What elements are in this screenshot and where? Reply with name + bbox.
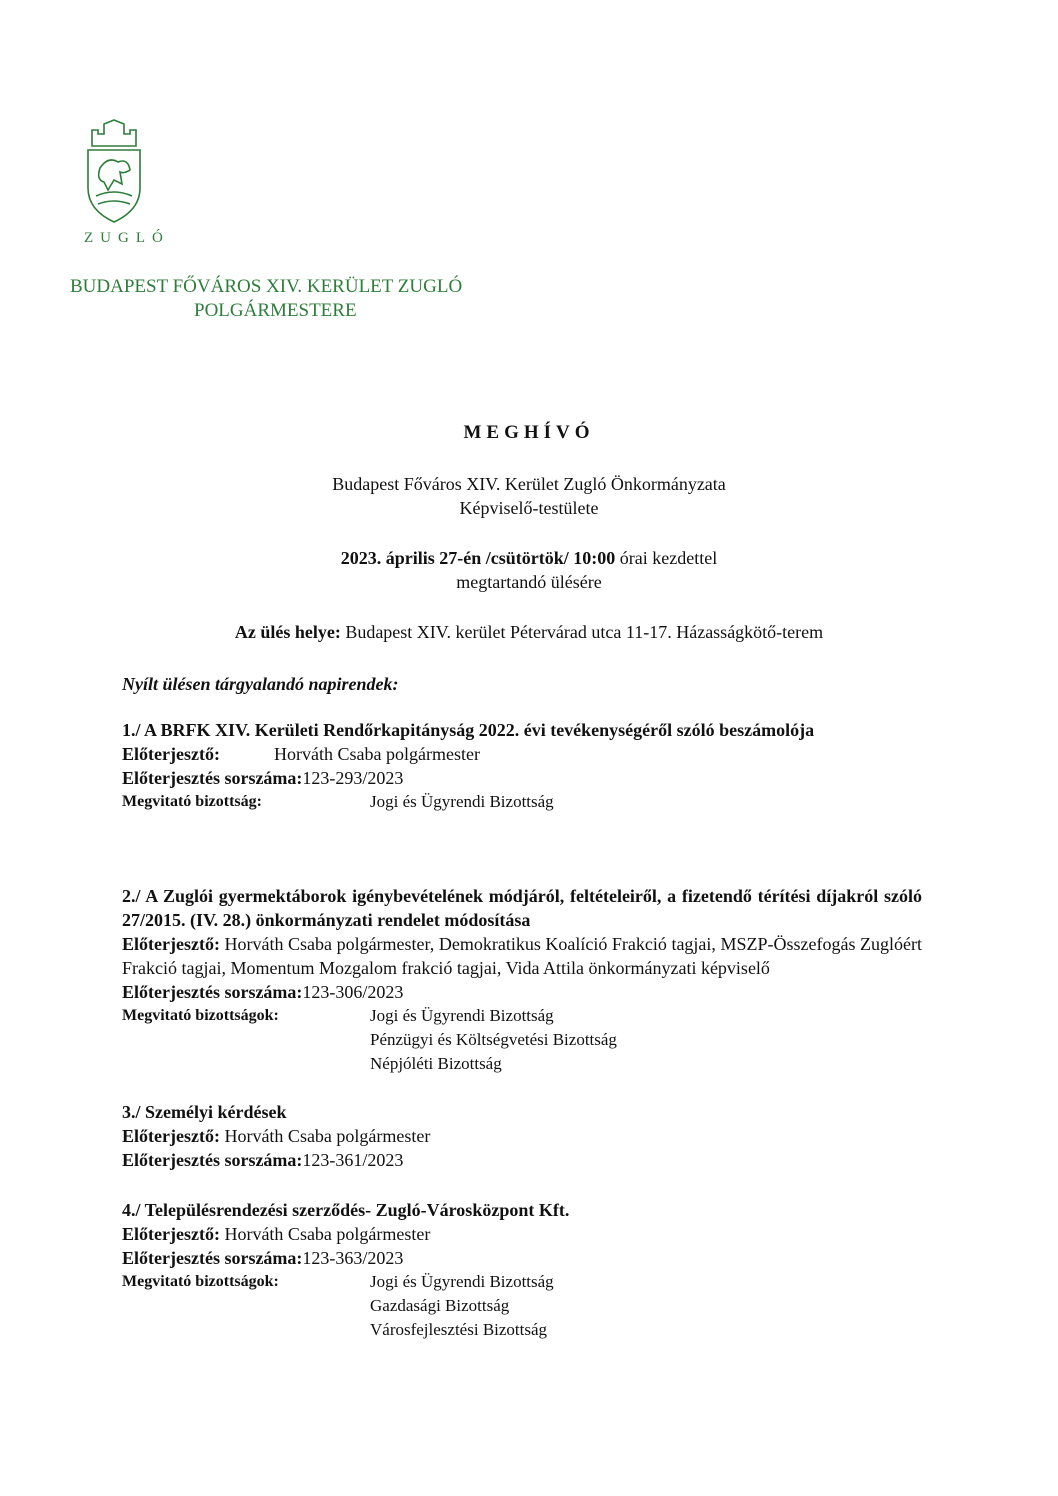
presenter-label: Előterjesztő:: [122, 1224, 220, 1244]
logo-word: ZUGLÓ: [84, 230, 170, 246]
document-title: MEGHÍVÓ: [463, 422, 595, 443]
committee-item: Jogi és Ügyrendi Bizottság: [370, 1272, 554, 1291]
office-line-2: POLGÁRMESTERE: [194, 300, 357, 321]
presenter-value: Horváth Csaba polgármester, Demokratikus Koalíció Frakció tagjai, MSZP-Összefogás Zuglóért Frakció tagjai, Momentum Mozgalom frakció tagjai, Vida Attila önkormányzati képviselő: [122, 934, 922, 978]
committee-list: [370, 1270, 922, 1342]
number-value: 123-363/2023: [302, 1248, 404, 1268]
zuglo-coat-of-arms-icon: [78, 118, 150, 228]
body-line-1: Budapest Főváros XIV. Kerület Zugló Önkormányzata: [332, 474, 726, 494]
presenter-value: Horváth Csaba polgármester: [224, 1126, 431, 1146]
presenter-row: [122, 932, 922, 980]
meeting-place-label: Az ülés helye:: [234, 622, 341, 642]
office-header: [70, 275, 462, 323]
agenda-heading: Nyílt ülésen tárgyalandó napirendek:: [122, 674, 399, 694]
committee-row: [122, 1004, 922, 1076]
office-line-1: BUDAPEST FŐVÁROS XIV. KERÜLET ZUGLÓ: [70, 276, 463, 297]
logo: [78, 118, 170, 258]
committees-label: Megvitató bizottságok:: [122, 1007, 279, 1024]
meeting-date-rest: órai kezdettel: [615, 548, 718, 568]
presenter-row: [122, 1124, 922, 1148]
number-value: 123-361/2023: [302, 1150, 404, 1170]
committee-item: Jogi és Ügyrendi Bizottság: [370, 1006, 554, 1025]
presenter-value: Horváth Csaba polgármester: [274, 744, 480, 764]
number-label: Előterjesztés sorszáma:: [122, 1248, 303, 1268]
meeting-place-value: Budapest XIV. kerület Pétervárad utca 11-17. Házasságkötő-terem: [340, 622, 824, 642]
meeting-place: [0, 620, 1058, 644]
number-label: Előterjesztés sorszáma:: [122, 768, 303, 788]
number-row: [122, 980, 922, 1004]
agenda-item-title: 3./ Személyi kérdések: [122, 1102, 287, 1122]
presenter-label: Előterjesztő:: [122, 744, 220, 764]
presenter-label: Előterjesztő:: [122, 934, 220, 954]
committee-item: Városfejlesztési Bizottság: [370, 1320, 548, 1339]
presenter-label: Előterjesztő:: [122, 1126, 220, 1146]
number-row: [122, 1246, 922, 1270]
number-row: [122, 1148, 922, 1172]
body-line-2: Képviselő-testülete: [459, 498, 599, 518]
agenda-item-1: [122, 718, 922, 814]
presenter-value: Horváth Csaba polgármester: [224, 1224, 431, 1244]
agenda-item-title: 1./ A BRFK XIV. Kerületi Rendőrkapitányság 2022. évi tevékenységéről szóló beszámolója: [122, 720, 815, 740]
presenter-row: [122, 742, 922, 766]
committee-row: [122, 790, 922, 814]
committee-list: [370, 1004, 922, 1076]
agenda-item-4: [122, 1198, 922, 1342]
number-value: 123-306/2023: [302, 982, 404, 1002]
number-row: [122, 766, 922, 790]
committee-item: Gazdasági Bizottság: [370, 1296, 510, 1315]
body-line-4: megtartandó ülésére: [456, 572, 602, 592]
committees-label: Megvitató bizottságok:: [122, 1273, 279, 1290]
meeting-date-bold: 2023. április 27-én /csütörtök/ 10:00: [340, 548, 616, 568]
committee-row: [122, 1270, 922, 1342]
agenda-item-3: [122, 1100, 922, 1172]
agenda-item-title: 4./ Településrendezési szerződés- Zugló-Városközpont Kft.: [122, 1200, 570, 1220]
presenter-row: [122, 1222, 922, 1246]
number-label: Előterjesztés sorszáma:: [122, 1150, 303, 1170]
committee-item: Jogi és Ügyrendi Bizottság: [370, 792, 554, 811]
committee-label: Megvitató bizottság:: [122, 793, 262, 810]
meeting-date: [0, 546, 1058, 570]
committee-item: Népjóléti Bizottság: [370, 1054, 502, 1073]
agenda-item-2: [122, 884, 922, 1076]
committee-list: [370, 790, 922, 814]
number-label: Előterjesztés sorszáma:: [122, 982, 303, 1002]
committee-item: Pénzügyi és Költségvetési Bizottság: [370, 1030, 617, 1049]
number-value: 123-293/2023: [302, 768, 404, 788]
agenda-item-title: 2./ A Zuglói gyermektáborok igénybevételének módjáról, feltételeiről, a fizetendő térítési díjakról szóló 27/2015. (IV. 28.) önkormányzati rendelet módosítása: [122, 886, 922, 930]
